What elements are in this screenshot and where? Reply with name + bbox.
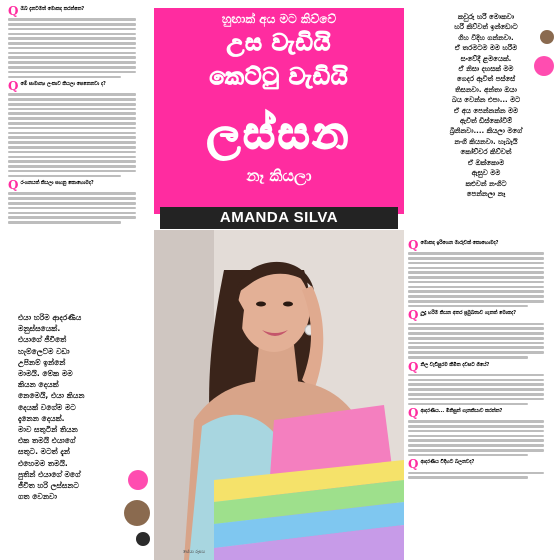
quote-line: පුතින් එයාගේ මගේ [18,469,81,479]
question-text: ඔබ දැනටමත් මොකද කරන්නෙ? [20,7,85,12]
headline-line: උස වැඩියි [226,30,332,56]
question-marker-icon: Q [8,79,19,94]
quote-line: ඇවිත් ඩිස්කෝවිම් [459,117,513,126]
quote-line: එයා හරිම ආදරණීය [18,313,82,322]
quote-line: නංගි කියනවා. හැබැයි [454,137,518,146]
name-banner: AMANDA SILVA [160,207,398,229]
quote-line: තිසනවා. අන්තා ඔයා [455,85,517,94]
qa-block [408,408,554,456]
quote-line: කළුවන් නංගිට [465,179,507,188]
quote-line: ජීවිත හරි ලස්සනට [18,481,79,491]
quote-line: නෙමෙයි, එයා කියන [18,391,85,401]
quote-line: ගත වෙනවා [18,492,57,502]
decorative-dot [128,470,148,490]
question [408,406,554,421]
question-text: ආදරණීය විදිහට බලනවද? [420,460,475,466]
qa-block [8,81,146,177]
portrait-photo [154,230,404,560]
quote-line: ඇසුව මම [471,169,501,178]
headline-panel [154,8,404,214]
right-pull-quote [422,12,550,199]
quote-line: කියන දෙයක් [18,380,59,390]
headline-line: හුඟාක් අය මට කිව්වේ [221,12,337,26]
qa-block [408,310,554,358]
left-pull-quote [18,312,140,502]
quote-line: හැම්ලෙට්ම වඩා [18,346,70,356]
quote-line: දැනෙන දෙයක්. [18,413,65,423]
question-marker-icon: Q [8,4,19,18]
question [8,79,146,94]
question-marker-icon: Q [408,406,419,421]
question-marker-icon: Q [408,457,419,472]
quote-line: ඒ තරමටම මම හරිම [454,44,518,53]
quote-line: සතුට. මටත් දැන් [18,447,70,457]
qa-block [408,459,554,479]
decorative-dot [136,532,150,546]
question [408,359,554,374]
quote-line: දෙයක් වගේම මට [18,402,76,412]
quote-line: එක තමයි එයාගේ [18,436,76,446]
quote-line: ඒ අය පෙන්නන්න මම [453,106,519,115]
left-article-column [8,6,146,227]
headline-title: ලස්සන [206,108,352,159]
quote-line: කෝච්චර කිව්වත් [460,148,512,157]
question [8,6,146,16]
question-marker-icon: Q [408,308,419,323]
quote-line: බ්‍රිනිනවා.... කියලා මගේ [449,127,523,136]
headline-line: කෙට්ටු වැඩියි [209,64,349,90]
question-marker-icon: Q [408,238,419,252]
photo-caption: සේයා රූපය [183,550,205,555]
quote-line: බය වෙන්න එපා... මට [451,96,521,105]
quote-line: කවුරු හරි මොකවා [457,13,515,21]
quote-line: සංවේදී ළමයෙක්. [460,54,512,63]
qa-block [408,359,554,405]
decorative-dot [124,500,150,526]
quote-line: හරි කිව්වත් ඉන්ඩොට [454,23,518,32]
question-marker-icon: Q [408,359,419,374]
quote-line: ඒ නිසා දහසක් මම [458,65,514,74]
question-text: මොකද ඉරිගෙන මාරුවක් කොහොමද? [420,241,499,246]
right-article-column [408,240,554,482]
question-text: ලූදු හරිම කියන අතර ප්‍රමුඛතාව ගැනත් මොකද? [420,311,517,317]
qa-block [408,240,554,307]
decorative-dot [534,56,554,76]
quote-line: මාව සතුටින් තියන [18,425,78,435]
question-marker-icon: Q [8,178,19,193]
question [408,308,554,323]
qa-block [8,6,146,78]
question [408,457,554,472]
question-text: රංගනයත් කියලා සහනු කොහොමද? [20,181,94,187]
question [408,240,554,250]
quote-line: ඒ ඔක්කොම [467,158,505,167]
portrait-illustration [154,230,404,560]
quote-line: ගෙදර ඇවිත් පස්සේ [456,75,516,84]
quote-line: පෙන්නලා නෑ [466,189,506,198]
quote-line: ගිහ විදිහ ගන්නවා. [458,33,514,42]
decorative-dot [540,30,554,44]
quote-line: එහෙමම තමයි. [18,458,68,468]
quote-line: මාමයි. මේක මම [18,369,73,379]
question [8,178,146,193]
quote-line: එයාගේ ජීවිතේ [18,335,67,345]
qa-block [8,180,146,223]
quote-line: මනුස්සයෙක්. [18,324,61,334]
headline-line: නෑ කියලා [246,166,312,185]
quote-line: උපිනම් ඉන්නේ [18,357,66,367]
question-text: ආදරණීය... මිනිසුන් ගැනකියාව කරන්න? [420,409,503,415]
question-text: නිල වැඩිපුරම කීමිත දවසට ගියේ? [420,362,490,368]
question-text: මේ සාමාන්‍ය ලංකාව කියලා පෙනෙනවා ද? [20,82,106,88]
